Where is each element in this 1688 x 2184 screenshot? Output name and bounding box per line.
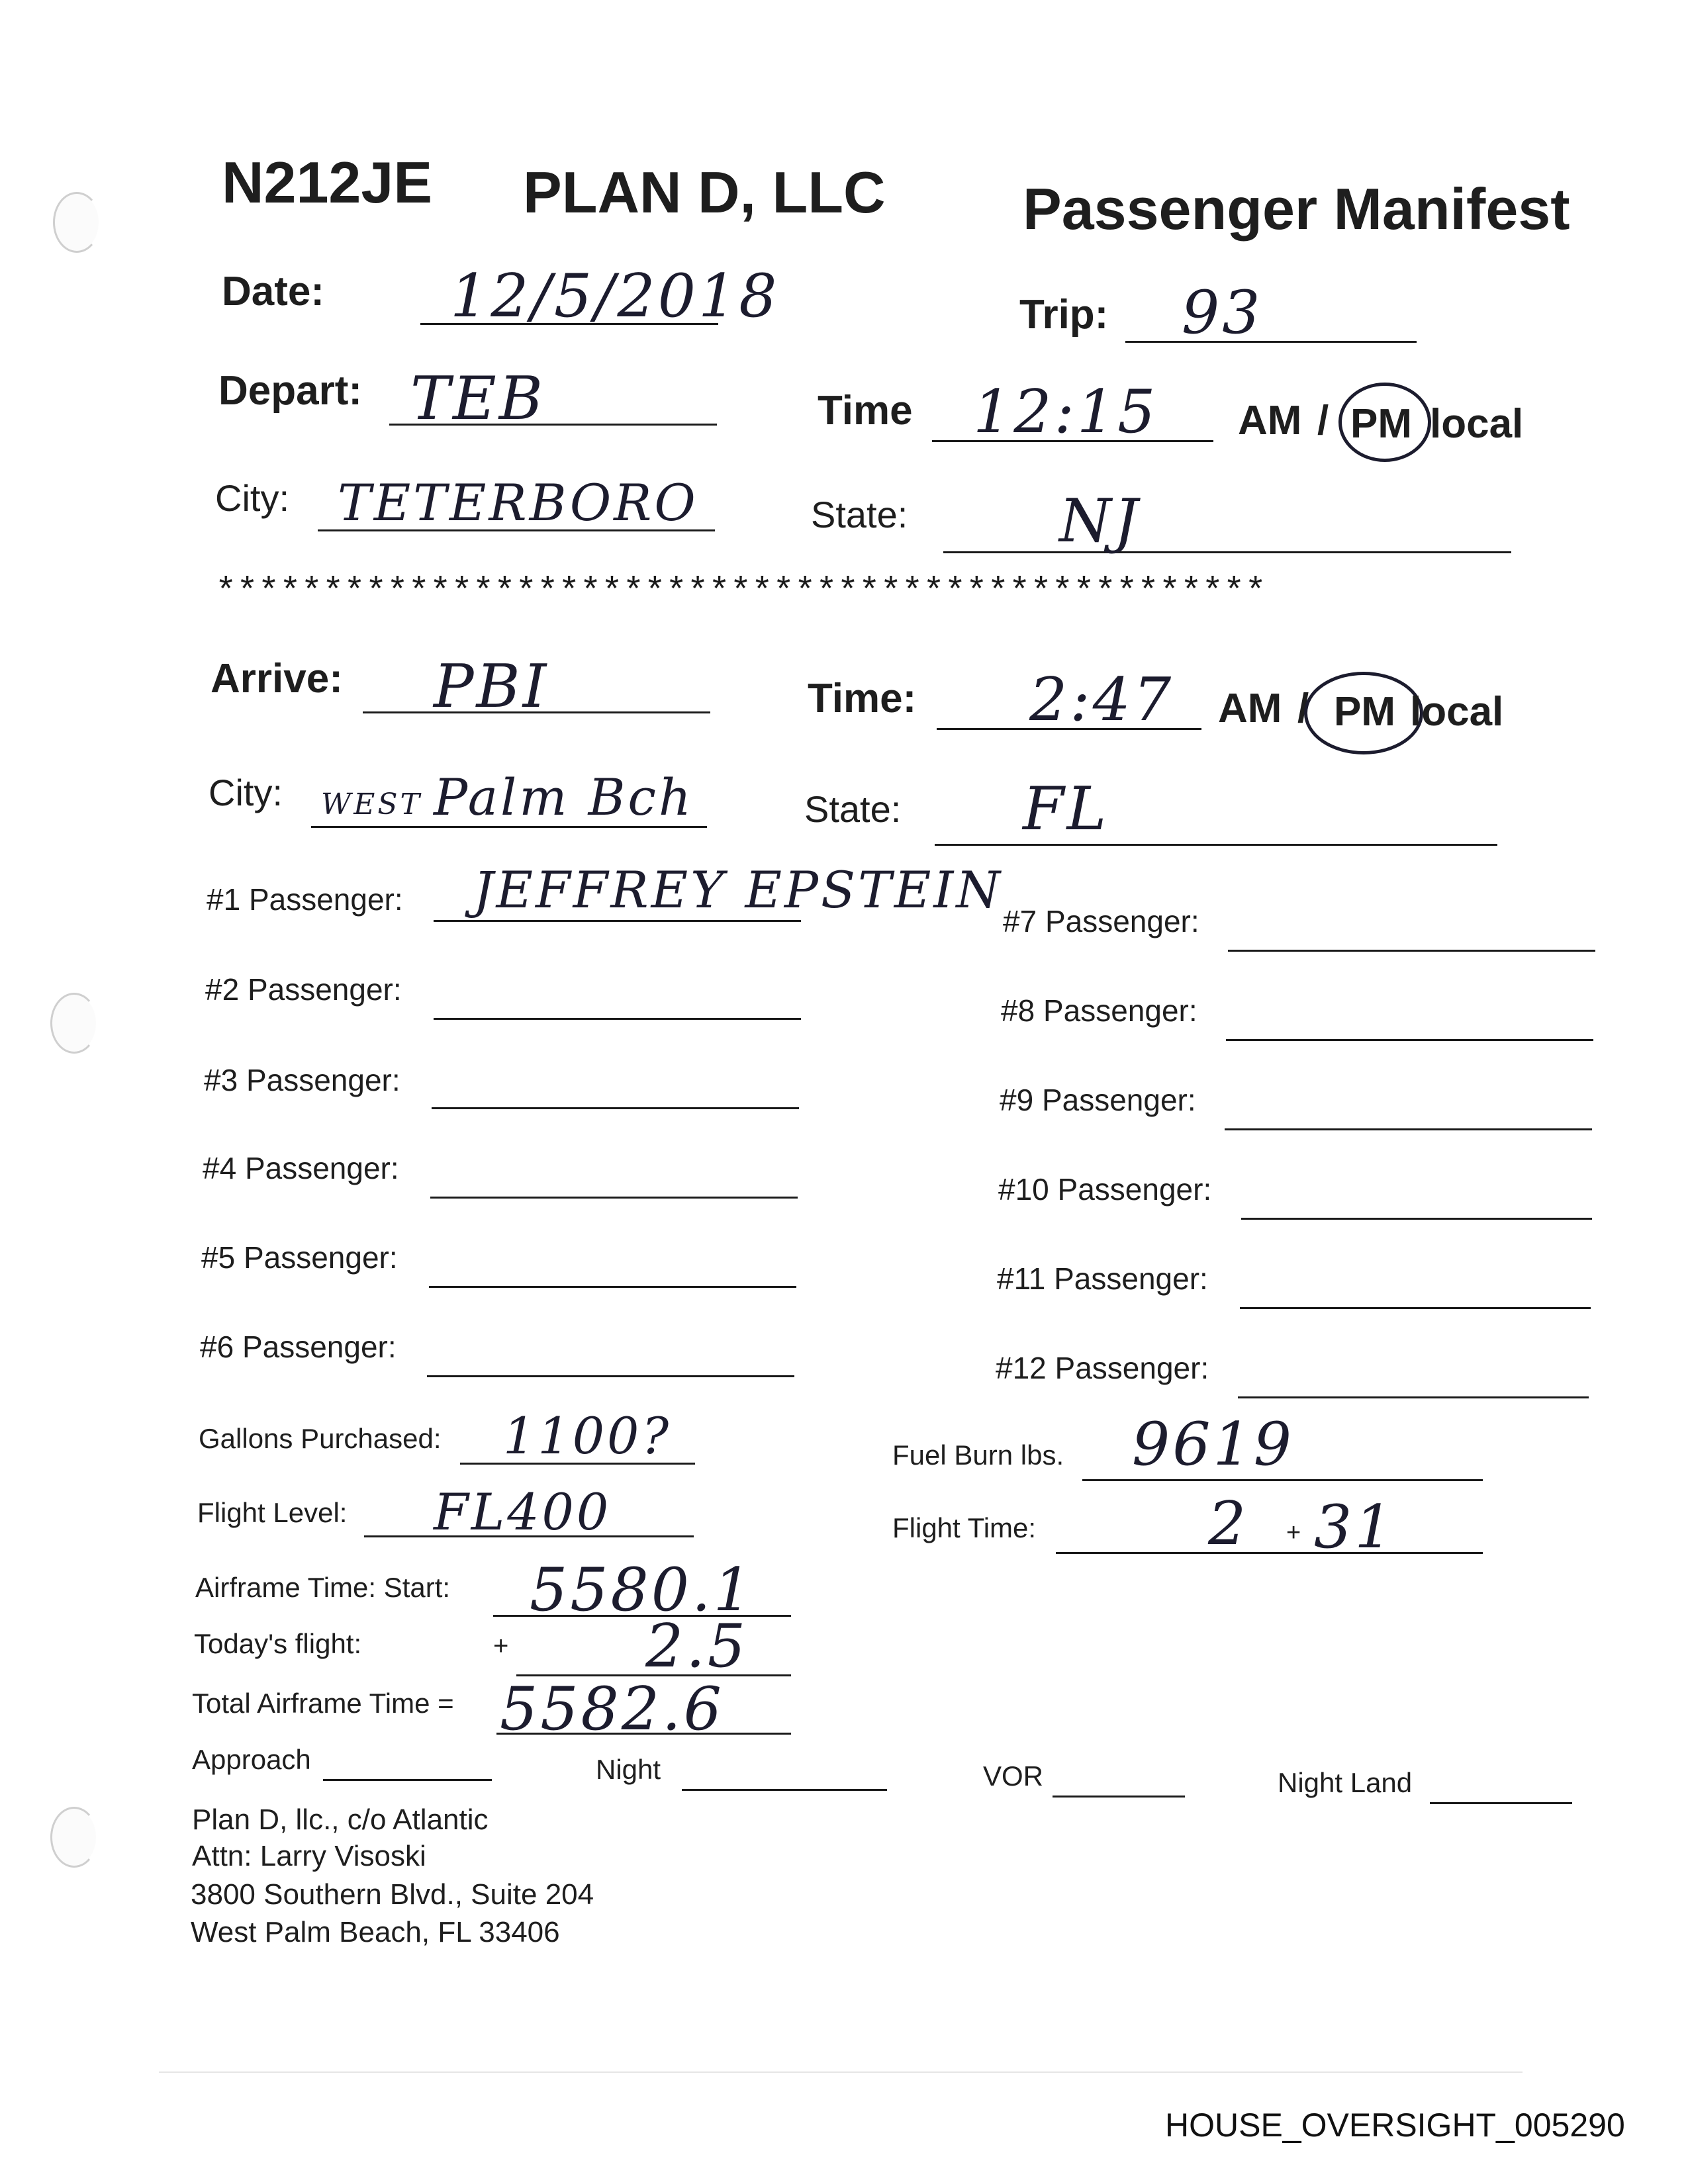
todays-flight-label: Today's flight: <box>194 1628 362 1659</box>
depart-pm-circle <box>1338 383 1431 462</box>
passenger-3-line <box>432 1107 799 1109</box>
passenger-4-line <box>430 1197 798 1199</box>
airframe-start-value[interactable]: 5580.1 <box>530 1555 754 1625</box>
page-title: Passenger Manifest <box>1023 176 1570 242</box>
passenger-3-label: #3 Passenger: <box>204 1063 400 1097</box>
flight-time-hours[interactable]: 2 <box>1208 1489 1249 1559</box>
fuel-burn-line <box>1082 1479 1483 1481</box>
trip-value[interactable]: 93 <box>1182 278 1263 347</box>
address-line-1: Plan D, llc., c/o Atlantic <box>192 1803 489 1836</box>
passenger-7-label: #7 Passenger: <box>1003 904 1199 938</box>
depart-state-label: State: <box>811 494 908 535</box>
flight-time-label: Flight Time: <box>892 1512 1037 1543</box>
passenger-6-line <box>427 1375 794 1377</box>
company-name: PLAN D, LLC <box>523 159 886 225</box>
passenger-4-label: #4 Passenger: <box>203 1151 399 1185</box>
passenger-8-label: #8 Passenger: <box>1001 993 1197 1028</box>
flight-time-line <box>1056 1552 1483 1554</box>
depart-state-value[interactable]: NJ <box>1059 486 1141 556</box>
total-airframe-value[interactable]: 5582.6 <box>500 1674 724 1744</box>
passenger-2-label: #2 Passenger: <box>205 972 402 1007</box>
vor-line <box>1053 1796 1185 1797</box>
passenger-10-line <box>1241 1218 1592 1220</box>
scan-edge <box>159 2071 1523 2073</box>
flight-time-plus: + <box>1286 1519 1301 1547</box>
todays-flight-value[interactable]: 2.5 <box>645 1612 749 1681</box>
arrive-pm-label: PM <box>1334 689 1395 735</box>
separator-asterisks: ************************************************* <box>215 572 1266 613</box>
date-label: Date: <box>222 269 325 314</box>
approach-line <box>323 1779 492 1781</box>
night-line <box>682 1789 887 1791</box>
gallons-purchased-label: Gallons Purchased: <box>199 1423 442 1454</box>
arrive-state-line <box>935 844 1497 846</box>
arrive-value[interactable]: PBI <box>434 652 549 721</box>
night-label: Night <box>596 1754 661 1785</box>
depart-pm-label: PM <box>1350 401 1412 447</box>
depart-city-label: City: <box>215 477 289 519</box>
gallons-purchased-value[interactable]: 1100? <box>503 1406 672 1465</box>
passenger-7-line <box>1228 950 1595 952</box>
binder-hole-bottom <box>50 1807 98 1868</box>
trip-label: Trip: <box>1019 292 1109 338</box>
passenger-8-line <box>1226 1039 1593 1041</box>
arrive-label: Arrive: <box>211 656 343 702</box>
depart-city-value[interactable]: TETERBORO <box>338 473 698 532</box>
depart-local-label: local <box>1430 401 1524 447</box>
arrive-time-label: Time: <box>808 676 917 721</box>
depart-time-label: Time <box>818 388 913 433</box>
night-land-line <box>1430 1802 1572 1804</box>
depart-value[interactable]: TEB <box>410 364 545 433</box>
arrive-ampm-separator: / <box>1297 686 1309 731</box>
airframe-start-label: Airframe Time: Start: <box>195 1572 451 1603</box>
trip-line <box>1125 341 1417 343</box>
flight-level-label: Flight Level: <box>197 1497 348 1528</box>
passenger-9-line <box>1225 1128 1592 1130</box>
passenger-9-label: #9 Passenger: <box>1000 1083 1196 1117</box>
fuel-burn-value[interactable]: 9619 <box>1132 1410 1295 1479</box>
flight-level-value[interactable]: FL400 <box>434 1482 612 1541</box>
arrive-state-value[interactable]: FL <box>1023 774 1109 844</box>
date-value[interactable]: 12/5/2018 <box>450 261 780 331</box>
binder-hole-top <box>53 192 101 253</box>
passenger-1-value[interactable]: JEFFREY EPSTEIN <box>473 860 1003 919</box>
address-line-4: West Palm Beach, FL 33406 <box>191 1916 560 1948</box>
passenger-2-line <box>434 1018 801 1020</box>
flight-time-minutes[interactable]: 31 <box>1314 1492 1395 1562</box>
arrive-pm-circle <box>1304 672 1423 754</box>
arrive-city-value[interactable]: Palm Bch <box>434 768 694 827</box>
passenger-11-label: #11 Passenger: <box>997 1261 1208 1296</box>
arrive-city-label: City: <box>209 772 283 813</box>
passenger-5-label: #5 Passenger: <box>201 1240 398 1275</box>
passenger-1-label: #1 Passenger: <box>207 882 403 917</box>
passenger-5-line <box>429 1286 796 1288</box>
depart-state-line <box>943 551 1511 553</box>
binder-hole-middle <box>50 993 98 1054</box>
arrive-state-label: State: <box>804 788 902 830</box>
passenger-11-line <box>1240 1307 1591 1309</box>
arrive-city-prefix[interactable]: WEST <box>321 788 422 821</box>
depart-am-label: AM <box>1238 398 1302 443</box>
todays-flight-plus: + <box>493 1631 509 1661</box>
passenger-6-label: #6 Passenger: <box>200 1330 397 1364</box>
passenger-10-label: #10 Passenger: <box>998 1172 1212 1206</box>
arrive-am-label: AM <box>1218 686 1282 731</box>
fuel-burn-label: Fuel Burn lbs. <box>892 1439 1064 1471</box>
tail-number: N212JE <box>222 150 433 215</box>
address-line-2: Attn: Larry Visoski <box>192 1840 426 1872</box>
total-airframe-label: Total Airframe Time = <box>192 1688 454 1719</box>
approach-label: Approach <box>192 1744 311 1775</box>
passenger-12-line <box>1238 1396 1589 1398</box>
passenger-1-line <box>434 920 801 922</box>
arrive-time-value[interactable]: 2:47 <box>1029 665 1174 735</box>
address-line-3: 3800 Southern Blvd., Suite 204 <box>191 1878 594 1911</box>
vor-label: VOR <box>983 1760 1044 1792</box>
night-land-label: Night Land <box>1278 1767 1413 1798</box>
depart-ampm-separator: / <box>1317 398 1329 443</box>
document-id: HOUSE_OVERSIGHT_005290 <box>1165 2107 1625 2144</box>
passenger-12-label: #12 Passenger: <box>996 1351 1209 1385</box>
depart-label: Depart: <box>218 368 363 414</box>
depart-time-value[interactable]: 12:15 <box>973 377 1158 447</box>
arrive-local-label: local <box>1410 689 1504 735</box>
